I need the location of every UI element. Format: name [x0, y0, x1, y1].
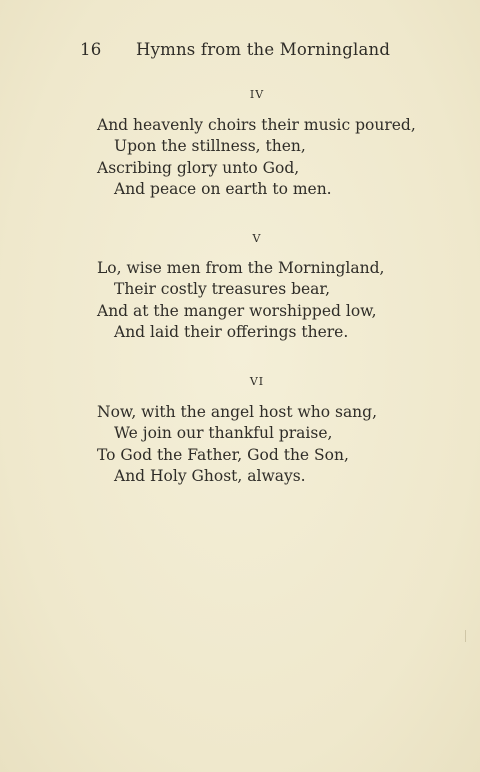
- stanza-v: [97, 258, 384, 343]
- verse-line: Now, with the angel host who sang,: [97, 403, 378, 421]
- stanza-vi: [97, 402, 377, 487]
- verse-line: Lo, wise men from the Morningland,: [97, 259, 385, 277]
- verse-line: Their costly treasures bear,: [114, 280, 331, 299]
- paper-blemish: [465, 630, 466, 642]
- stanza-iv: [97, 115, 416, 200]
- verse-line: And laid their offerings there.: [114, 322, 349, 341]
- verse-line: Upon the stillness, then,: [114, 137, 306, 156]
- verse-line: We join our thankful praise,: [114, 424, 333, 443]
- page-header: [80, 40, 390, 59]
- stanza-number-iv: IV: [249, 88, 265, 101]
- page-number: 16: [80, 40, 102, 59]
- verse-line: And at the manger worshipped low,: [97, 301, 377, 320]
- verse-line: Ascribing glory unto God,: [97, 158, 300, 177]
- verse-line: And Holy Ghost, always.: [114, 466, 306, 485]
- stanza-number-vi: VI: [249, 375, 265, 388]
- verse-line: To God the Father, God the Son,: [97, 445, 349, 464]
- running-title: Hymns from the Morningland: [136, 40, 391, 59]
- verse-line: And heavenly choirs their music poured,: [97, 116, 416, 134]
- verse-line: And peace on earth to men.: [114, 179, 332, 198]
- stanza-number-v: V: [252, 232, 262, 245]
